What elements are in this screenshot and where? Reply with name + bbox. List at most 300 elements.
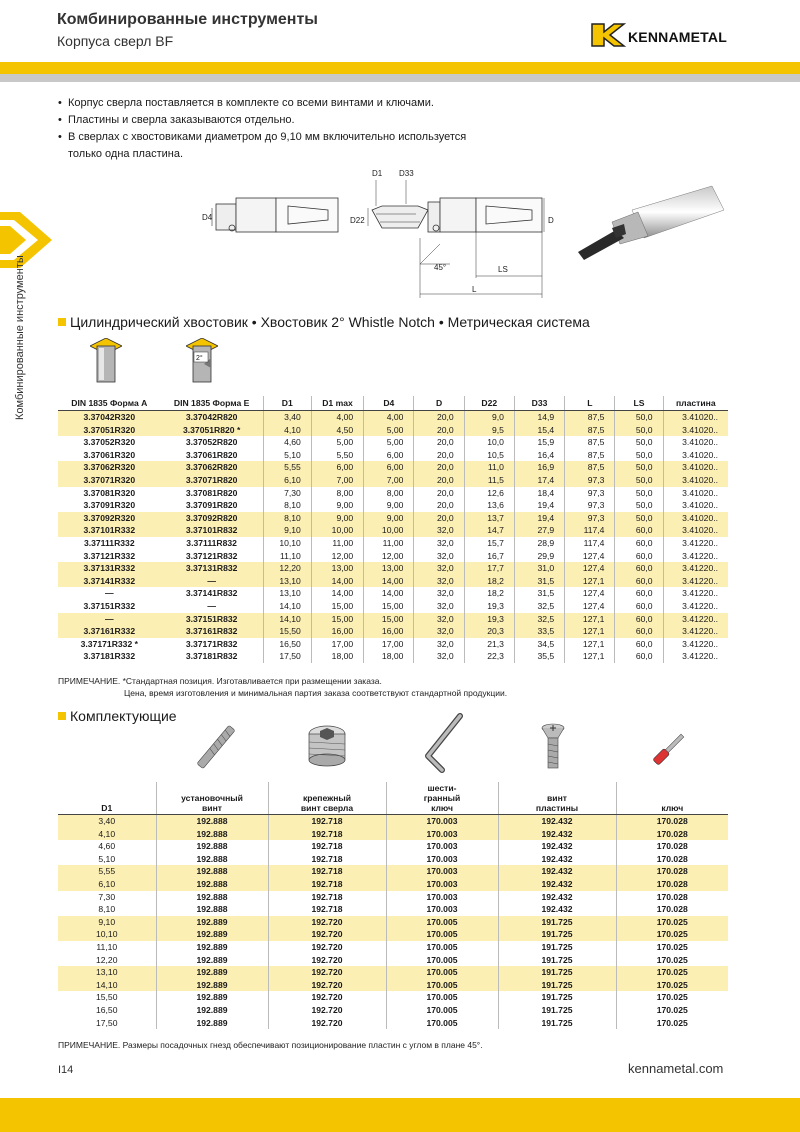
cell-d22: 13,7 bbox=[464, 512, 514, 525]
cell-c2: 192.718 bbox=[268, 891, 386, 904]
cell-d1: 4,60 bbox=[98, 841, 116, 852]
cell-ls: 50,0 bbox=[615, 474, 663, 487]
cell-c2: 192.718 bbox=[268, 865, 386, 878]
cell-d1: 13,10 bbox=[263, 575, 311, 588]
cell-e: 3.37042R820 bbox=[161, 411, 264, 424]
cell-d: 32,0 bbox=[414, 625, 464, 638]
cell-d33: 16,4 bbox=[514, 449, 564, 462]
cell-d4: 10,00 bbox=[364, 524, 414, 537]
cell-c4: 192.432 bbox=[498, 865, 616, 878]
cell-c3: 170.005 bbox=[386, 954, 498, 967]
cell-c2: 192.718 bbox=[268, 878, 386, 891]
cell-c3: 170.003 bbox=[386, 853, 498, 866]
cell-d33: 14,9 bbox=[514, 411, 564, 424]
cell-d1: 9,10 bbox=[58, 916, 156, 929]
cell-c5: 170.028 bbox=[616, 828, 728, 841]
cell-d1max: 17,00 bbox=[311, 638, 363, 651]
cell-d1max: 16,00 bbox=[311, 625, 363, 638]
cell-ls: 50,0 bbox=[615, 461, 663, 474]
cell-d4: 6,00 bbox=[364, 461, 414, 474]
table-row bbox=[58, 625, 728, 638]
cell-d: 32,0 bbox=[414, 524, 464, 537]
cell-d1: 12,20 bbox=[95, 954, 118, 965]
table-row bbox=[58, 903, 728, 916]
cell-ins: 3.41020.. bbox=[663, 461, 728, 474]
cell-d22: 21,3 bbox=[464, 638, 514, 651]
cell-e: — bbox=[161, 575, 264, 588]
table-row bbox=[58, 411, 728, 424]
cell-d33: 29,9 bbox=[514, 550, 564, 563]
cell-d33: 16,9 bbox=[514, 461, 564, 474]
cell-ins: 3.41220.. bbox=[663, 625, 728, 638]
cell-d33: 19,4 bbox=[514, 499, 564, 512]
table-row bbox=[58, 966, 728, 979]
cell-c5: 170.025 bbox=[616, 954, 728, 967]
cell-d22: 10,0 bbox=[464, 436, 514, 449]
cell-d1: 14,10 bbox=[58, 979, 156, 992]
cell-l: 97,3 bbox=[565, 499, 615, 512]
cell-a: 3.37061R320 bbox=[83, 449, 136, 460]
cell-ins: 3.41020.. bbox=[663, 436, 728, 449]
table-row bbox=[58, 424, 728, 437]
cell-ls: 60,0 bbox=[615, 638, 663, 651]
cell-ls: 60,0 bbox=[615, 625, 663, 638]
table-row bbox=[58, 524, 728, 537]
cell-c3: 170.005 bbox=[386, 991, 498, 1004]
cell-d: 20,0 bbox=[414, 512, 464, 525]
cell-l: 117,4 bbox=[565, 524, 615, 537]
cell-a: 3.37181R332 bbox=[83, 651, 136, 662]
cell-c2: 192.720 bbox=[268, 966, 386, 979]
table-row bbox=[58, 928, 728, 941]
cell-e: 3.37052R820 bbox=[185, 437, 238, 448]
cell-l: 127,1 bbox=[565, 613, 615, 626]
cell-l: 127,1 bbox=[565, 575, 615, 588]
cell-e: 3.37071R820 bbox=[161, 474, 264, 487]
cell-d33: 17,4 bbox=[514, 474, 564, 487]
cell-d22: 9,5 bbox=[464, 424, 514, 437]
table-row bbox=[58, 1017, 728, 1030]
page-number: I14 bbox=[58, 1064, 74, 1076]
cell-d22: 11,0 bbox=[464, 461, 514, 474]
cell-d1: 12,20 bbox=[263, 562, 311, 575]
cell-d4: 12,00 bbox=[364, 550, 414, 563]
cell-e: 3.37051R820 * bbox=[161, 424, 264, 437]
footer-url: kennametal.com bbox=[628, 1061, 724, 1076]
cell-d1max: 15,00 bbox=[311, 613, 363, 626]
cell-d1: 7,30 bbox=[98, 891, 116, 902]
cell-ins: 3.41220.. bbox=[663, 550, 728, 563]
cell-d1: 4,10 bbox=[58, 828, 156, 841]
section-heading-shank bbox=[58, 314, 590, 330]
cell-c4: 191.725 bbox=[498, 928, 616, 941]
cell-d: 20,0 bbox=[414, 449, 464, 462]
cell-c5: 170.025 bbox=[616, 928, 728, 941]
cell-c5: 170.028 bbox=[616, 891, 728, 904]
cell-a: 3.37161R332 bbox=[58, 625, 161, 638]
accessories-table bbox=[58, 782, 728, 1029]
cell-d: 20,0 bbox=[414, 411, 464, 424]
cell-d33: 34,5 bbox=[514, 638, 564, 651]
cell-ins: 3.41220.. bbox=[663, 600, 728, 613]
cell-d33: 15,4 bbox=[514, 424, 564, 437]
shank-angle-label: 2° bbox=[196, 355, 203, 362]
cell-ls: 60,0 bbox=[615, 550, 663, 563]
cell-d1: 13,10 bbox=[58, 966, 156, 979]
cell-c3: 170.005 bbox=[386, 941, 498, 954]
cell-c5: 170.025 bbox=[616, 966, 728, 979]
set-screw-icon bbox=[196, 718, 236, 776]
side-tab-label: Комбинированные инструменты bbox=[14, 255, 26, 420]
section-marker-icon bbox=[58, 318, 66, 326]
cell-ls: 60,0 bbox=[615, 575, 663, 588]
col-header: D4 bbox=[364, 396, 414, 411]
cell-c1: 192.888 bbox=[156, 878, 268, 891]
cell-c4: 192.432 bbox=[498, 903, 616, 916]
cell-c1: 192.889 bbox=[156, 991, 268, 1004]
note-insert-pockets: ПРИМЕЧАНИЕ. Размеры посадочных гнезд обеспечивают позиционирование пластин с углом в плане 45°. bbox=[58, 1040, 483, 1050]
col-header: установочный винт bbox=[156, 782, 268, 815]
cell-d1: 10,10 bbox=[263, 537, 311, 550]
cell-ins: 3.41020.. bbox=[663, 424, 728, 437]
cell-d: 32,0 bbox=[414, 600, 464, 613]
col-header: LS bbox=[615, 396, 663, 411]
table-row bbox=[58, 512, 728, 525]
cell-d22: 11,5 bbox=[464, 474, 514, 487]
table-row bbox=[58, 575, 728, 588]
cell-l: 87,5 bbox=[565, 461, 615, 474]
cell-c1: 192.889 bbox=[156, 954, 268, 967]
cell-d22: 20,3 bbox=[464, 625, 514, 638]
cell-c4: 192.432 bbox=[498, 891, 616, 904]
logo-text: KENNAMETAL bbox=[628, 29, 727, 45]
cell-d4: 4,00 bbox=[364, 411, 414, 424]
cell-c1: 192.888 bbox=[156, 903, 268, 916]
cell-d1max: 14,00 bbox=[311, 587, 363, 600]
table-row bbox=[58, 449, 728, 462]
cell-c5: 170.028 bbox=[616, 853, 728, 866]
cell-c2: 192.718 bbox=[268, 828, 386, 841]
col-header: DIN 1835 Форма E bbox=[161, 396, 264, 411]
cell-e: 3.37061R820 bbox=[185, 449, 238, 460]
shank-form-a-icon bbox=[90, 338, 122, 384]
cell-a: 3.37051R320 bbox=[58, 424, 161, 437]
cell-c2: 192.720 bbox=[268, 979, 386, 992]
cell-ins: 3.41220.. bbox=[663, 638, 728, 651]
cell-c2: 192.720 bbox=[268, 928, 386, 941]
col-header: ключ bbox=[616, 782, 728, 815]
cell-c4: 191.725 bbox=[498, 991, 616, 1004]
cell-d: 32,0 bbox=[414, 650, 464, 663]
cell-d1max: 13,00 bbox=[311, 562, 363, 575]
cell-a: 3.37042R320 bbox=[58, 411, 161, 424]
col-header: пластина bbox=[663, 396, 728, 411]
cell-d1: 15,50 bbox=[263, 625, 311, 638]
section-title: Комплектующие bbox=[70, 708, 177, 724]
cell-c5: 170.025 bbox=[616, 916, 728, 929]
cell-d1: 14,10 bbox=[263, 600, 311, 613]
cell-c5: 170.025 bbox=[616, 1017, 728, 1030]
table-body bbox=[58, 411, 728, 663]
cell-d33: 28,9 bbox=[514, 537, 564, 550]
cell-c4: 191.725 bbox=[498, 1017, 616, 1030]
cell-c5: 170.025 bbox=[616, 941, 728, 954]
cell-c3: 170.003 bbox=[386, 865, 498, 878]
cell-c5: 170.028 bbox=[616, 878, 728, 891]
cell-d22: 10,5 bbox=[464, 449, 514, 462]
cell-d4: 5,00 bbox=[364, 424, 414, 437]
table-row bbox=[58, 613, 728, 626]
cell-ls: 50,0 bbox=[615, 424, 663, 437]
cell-d4: 16,00 bbox=[364, 625, 414, 638]
cell-ls: 60,0 bbox=[615, 650, 663, 663]
table-row bbox=[58, 878, 728, 891]
table-row bbox=[58, 954, 728, 967]
cell-ins: 3.41020.. bbox=[663, 524, 728, 537]
cell-d1max: 7,00 bbox=[311, 474, 363, 487]
label-d22: D22 bbox=[350, 216, 365, 225]
cell-d22: 19,3 bbox=[464, 613, 514, 626]
cell-ls: 60,0 bbox=[615, 562, 663, 575]
cell-d4: 15,00 bbox=[364, 613, 414, 626]
cell-ls: 50,0 bbox=[615, 436, 663, 449]
table-row bbox=[58, 865, 728, 878]
cell-d4: 7,00 bbox=[364, 474, 414, 487]
cell-a: — bbox=[58, 613, 161, 626]
cell-d1: 16,50 bbox=[95, 1004, 118, 1015]
col-header: D22 bbox=[464, 396, 514, 411]
label-d: D bbox=[548, 216, 554, 225]
cell-d1max: 6,00 bbox=[311, 461, 363, 474]
cell-l: 127,1 bbox=[565, 625, 615, 638]
cell-a: 3.37062R320 bbox=[58, 461, 161, 474]
cell-l: 87,5 bbox=[565, 424, 615, 437]
cell-c1: 192.889 bbox=[156, 1004, 268, 1017]
cell-d1: 11,10 bbox=[96, 941, 118, 952]
clamp-screw-icon bbox=[306, 724, 348, 768]
cell-c1: 192.889 bbox=[156, 979, 268, 992]
cell-d1: 6,10 bbox=[263, 474, 311, 487]
label-d1: D1 bbox=[372, 169, 383, 178]
top-yellow-band bbox=[0, 62, 800, 74]
cell-c3: 170.003 bbox=[386, 878, 498, 891]
cell-e: — bbox=[207, 600, 216, 611]
cell-d: 32,0 bbox=[414, 575, 464, 588]
cell-a: 3.37151R332 bbox=[83, 600, 136, 611]
cell-a: 3.37131R332 bbox=[58, 562, 161, 575]
cell-d22: 18,2 bbox=[464, 587, 514, 600]
cell-c2: 192.720 bbox=[268, 954, 386, 967]
cell-c5: 170.028 bbox=[616, 840, 728, 853]
cell-d4: 9,00 bbox=[364, 499, 414, 512]
hex-key-icon bbox=[414, 712, 464, 774]
table-row bbox=[58, 474, 728, 487]
cell-l: 87,5 bbox=[565, 436, 615, 449]
cell-d1: 6,10 bbox=[58, 878, 156, 891]
cell-d33: 15,9 bbox=[514, 436, 564, 449]
cell-e: 3.37091R820 bbox=[185, 500, 238, 511]
label-l: L bbox=[472, 285, 477, 294]
cell-c2: 192.718 bbox=[268, 840, 386, 853]
cell-d: 32,0 bbox=[414, 587, 464, 600]
cell-d1: 3,40 bbox=[58, 815, 156, 828]
cell-d4: 11,00 bbox=[364, 537, 414, 550]
cell-d1: 4,60 bbox=[263, 436, 311, 449]
cell-ls: 50,0 bbox=[615, 411, 663, 424]
cell-c1: 192.888 bbox=[156, 828, 268, 841]
section-heading-accessories bbox=[58, 708, 177, 724]
cell-ins: 3.41020.. bbox=[663, 512, 728, 525]
cell-d4: 15,00 bbox=[364, 600, 414, 613]
cell-ins: 3.41220.. bbox=[663, 537, 728, 550]
cell-d22: 17,7 bbox=[464, 562, 514, 575]
cell-ins: 3.41020.. bbox=[663, 499, 728, 512]
cell-d: 20,0 bbox=[414, 461, 464, 474]
cell-c4: 191.725 bbox=[498, 916, 616, 929]
cell-l: 87,5 bbox=[565, 411, 615, 424]
cell-c2: 192.720 bbox=[268, 1017, 386, 1030]
cell-a: 3.37171R332 * bbox=[80, 638, 138, 649]
cell-d22: 18,2 bbox=[464, 575, 514, 588]
cell-e: 3.37062R820 bbox=[161, 461, 264, 474]
cell-d1: 15,50 bbox=[95, 992, 118, 1003]
cell-c2: 192.718 bbox=[268, 815, 386, 828]
cell-ls: 60,0 bbox=[615, 524, 663, 537]
cell-d33: 31,5 bbox=[514, 575, 564, 588]
cell-ls: 50,0 bbox=[615, 449, 663, 462]
cell-c2: 192.720 bbox=[268, 916, 386, 929]
note-standard-item bbox=[58, 675, 507, 699]
cell-a: 3.37121R332 bbox=[83, 550, 136, 561]
cell-a: 3.37092R320 bbox=[58, 512, 161, 525]
cell-d22: 14,7 bbox=[464, 524, 514, 537]
cell-c5: 170.025 bbox=[616, 1004, 728, 1017]
cell-ls: 60,0 bbox=[615, 587, 663, 600]
note-line: ПРИМЕЧАНИЕ. *Стандартная позиция. Изготавливается при размещении заказа. bbox=[58, 676, 382, 686]
cell-d4: 5,00 bbox=[364, 436, 414, 449]
cell-ins: 3.41220.. bbox=[663, 575, 728, 588]
table-row bbox=[58, 815, 728, 828]
table-header-row bbox=[58, 782, 728, 815]
cell-c1: 192.888 bbox=[156, 891, 268, 904]
table-row bbox=[58, 638, 728, 651]
cell-d1max: 4,50 bbox=[311, 424, 363, 437]
table-row bbox=[58, 1004, 728, 1017]
cell-d1: 9,10 bbox=[263, 524, 311, 537]
cell-ins: 3.41020.. bbox=[663, 449, 728, 462]
section-title: Цилиндрический хвостовик • Хвостовик 2° Whistle Notch • Метрическая система bbox=[70, 314, 590, 330]
cell-d: 20,0 bbox=[414, 474, 464, 487]
cell-c5: 170.025 bbox=[616, 991, 728, 1004]
cell-ls: 50,0 bbox=[615, 512, 663, 525]
cell-a: 3.37101R332 bbox=[58, 524, 161, 537]
cell-l: 117,4 bbox=[565, 537, 615, 550]
cell-a: — bbox=[105, 588, 114, 599]
table-row bbox=[58, 828, 728, 841]
cell-d4: 9,00 bbox=[364, 512, 414, 525]
table-body bbox=[58, 815, 728, 1030]
cell-d22: 22,3 bbox=[464, 650, 514, 663]
cell-d22: 13,6 bbox=[464, 499, 514, 512]
col-header: DIN 1835 Форма A bbox=[58, 396, 161, 411]
bottom-yellow-band bbox=[0, 1098, 800, 1132]
cell-c5: 170.028 bbox=[616, 815, 728, 828]
cell-e: 3.37081R820 bbox=[185, 487, 238, 498]
cell-c3: 170.005 bbox=[386, 916, 498, 929]
table-row bbox=[58, 537, 728, 550]
cell-d1max: 14,00 bbox=[311, 575, 363, 588]
cell-d4: 14,00 bbox=[364, 575, 414, 588]
cell-c1: 192.888 bbox=[156, 815, 268, 828]
cell-c4: 192.432 bbox=[498, 815, 616, 828]
cell-d1max: 4,00 bbox=[311, 411, 363, 424]
col-header: D bbox=[414, 396, 464, 411]
cell-d4: 8,00 bbox=[364, 487, 414, 500]
cell-c4: 191.725 bbox=[498, 954, 616, 967]
top-gray-band bbox=[0, 74, 800, 82]
cell-e: 3.37111R832 bbox=[186, 537, 237, 548]
cell-d1: 8,10 bbox=[263, 512, 311, 525]
cell-e: 3.37141R832 bbox=[185, 588, 238, 599]
cell-d22: 15,7 bbox=[464, 537, 514, 550]
label-d4: D4 bbox=[202, 213, 213, 222]
cell-ins: 3.41020.. bbox=[663, 487, 728, 500]
cell-d1max: 9,00 bbox=[311, 512, 363, 525]
cell-c1: 192.889 bbox=[156, 916, 268, 929]
cell-l: 97,3 bbox=[565, 487, 615, 500]
cell-l: 127,1 bbox=[565, 650, 615, 663]
cell-c1: 192.888 bbox=[156, 853, 268, 866]
cell-c2: 192.720 bbox=[268, 941, 386, 954]
cell-d33: 31,0 bbox=[514, 562, 564, 575]
page-subtitle: Корпуса сверл BF bbox=[57, 33, 174, 49]
cell-d: 32,0 bbox=[414, 537, 464, 550]
cell-a: 3.37141R332 bbox=[58, 575, 161, 588]
table-row bbox=[58, 461, 728, 474]
cell-ls: 50,0 bbox=[615, 487, 663, 500]
cell-d1: 5,10 bbox=[98, 853, 116, 864]
cell-l: 97,3 bbox=[565, 512, 615, 525]
cell-c3: 170.003 bbox=[386, 903, 498, 916]
cell-d33: 32,5 bbox=[514, 600, 564, 613]
cell-ins: 3.41020.. bbox=[663, 474, 728, 487]
cell-d: 20,0 bbox=[414, 436, 464, 449]
cell-a: 3.37071R320 bbox=[58, 474, 161, 487]
bullet-item: • Пластины и сверла заказываются отдельно. bbox=[58, 112, 478, 129]
cell-c3: 170.005 bbox=[386, 1004, 498, 1017]
cell-d1: 8,10 bbox=[263, 499, 311, 512]
cell-d22: 16,7 bbox=[464, 550, 514, 563]
cell-d4: 18,00 bbox=[364, 650, 414, 663]
cell-c1: 192.889 bbox=[156, 966, 268, 979]
cell-d: 32,0 bbox=[414, 638, 464, 651]
table-row bbox=[58, 587, 728, 600]
col-header: винт пластины bbox=[498, 782, 616, 815]
cell-c4: 191.725 bbox=[498, 979, 616, 992]
col-header: L bbox=[565, 396, 615, 411]
cell-d4: 6,00 bbox=[364, 449, 414, 462]
cell-a: 3.37052R320 bbox=[83, 437, 136, 448]
cell-d4: 13,00 bbox=[364, 562, 414, 575]
cell-c3: 170.005 bbox=[386, 1017, 498, 1030]
cell-d1max: 11,00 bbox=[311, 537, 363, 550]
col-header: D1 bbox=[263, 396, 311, 411]
cell-c2: 192.718 bbox=[268, 853, 386, 866]
cell-d1: 5,55 bbox=[263, 461, 311, 474]
cell-c4: 192.432 bbox=[498, 840, 616, 853]
table-row bbox=[58, 550, 728, 563]
cell-d1max: 9,00 bbox=[311, 499, 363, 512]
